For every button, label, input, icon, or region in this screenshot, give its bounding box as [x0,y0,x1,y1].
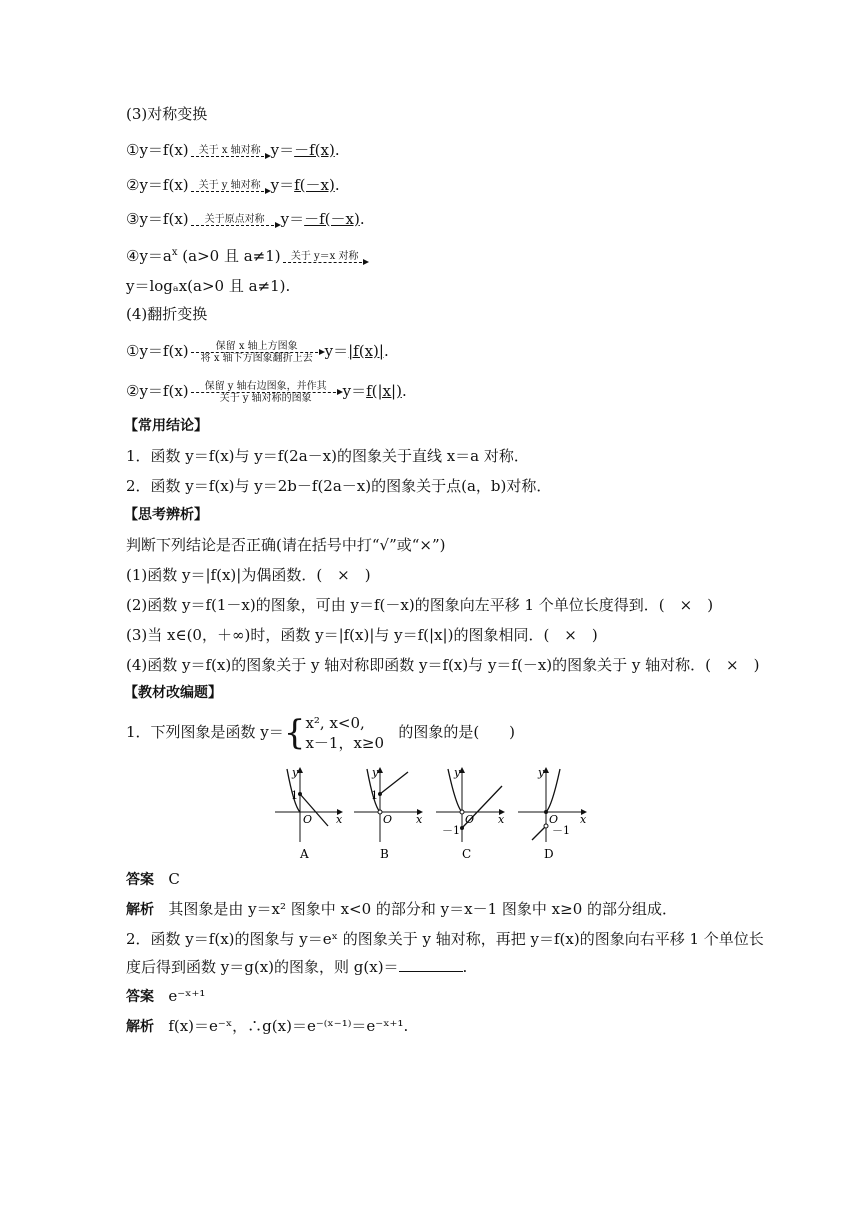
problem-2-line-2: 度后得到函数 y＝g(x)的图象，则 g(x)＝ . [126,958,468,976]
think-heading: 【思考辨析】 [124,507,208,523]
explanation-2 [126,1016,408,1037]
transform-arrow [191,145,269,157]
piecewise-brace: { [283,713,306,753]
arrow-label-top: 保留 x 轴上方图象 [215,340,298,352]
rule-answer: －f(－x) [304,210,360,228]
arrow-label-bottom: 将 x 轴下方图象翻折上去 [200,352,313,364]
transform-arrow [191,381,341,404]
problem-1-stem: 1．下列图象是函数 y＝ [126,723,284,741]
answer-2 [126,986,205,1007]
explanation-label: 解析 [126,1019,154,1035]
rule-answer: |f(x)| [348,342,384,360]
transform-arrow [191,341,323,364]
rule-3-1: ①y＝f(x) 关于 x 轴对称 y＝－f(x). [126,141,340,159]
section-4-title: (4)翻折变换 [126,305,208,323]
rule-lhs: ④y＝a [126,247,172,265]
rule-lhs: ③y＝f(x) [126,210,189,228]
x-axis-label: x [580,813,587,826]
graph-d[interactable] [518,766,587,861]
rule-4-2: ②y＝f(x) 保留 y 轴右边图象，并作其 关于 y 轴对称的图象 y＝f(|x|). [126,380,407,404]
rule-lhs: ②y＝f(x) [126,176,189,194]
rule-3-2: ②y＝f(x) 关于 y 轴对称 y＝f(－x). [126,176,340,194]
explanation-label: 解析 [126,902,154,918]
graph-label-d: D [544,847,554,861]
x-axis-label: x [416,813,423,826]
graph-label-a: A [300,847,309,861]
problem-2-line-1: 2．函数 y＝f(x)的图象与 y＝eˣ 的图象关于 y 轴对称，再把 y＝f(x)的图象向右平移 1 个单位长 [126,930,764,948]
explanation-text: f(x)＝e⁻ˣ，∴g(x)＝e⁻⁽ˣ⁻¹⁾＝e⁻ˣ⁺¹. [168,1017,409,1035]
tick-label: －1 [552,824,570,837]
case-2: x－1，x≥0 [305,734,385,752]
rule-rhs: y＝ [280,210,305,228]
origin-label: O [303,813,313,826]
tick-label: －1 [442,824,460,837]
graph-label-b: B [380,847,389,861]
rule-3-4: $④y=a^x$ (a>0 且 a≠1) 关于 y＝x 对称 [126,243,369,266]
y-axis-label: y [454,766,461,779]
rule-answer: f(|x|) [366,382,402,400]
explanation-text: 其图象是由 y＝x² 图象中 x<0 的部分和 y＝x－1 图象中 x≥0 的部分组成． [168,900,678,918]
think-q4: (4)函数 y＝f(x)的图象关于 y 轴对称即函数 y＝f(x)与 y＝f(－x)的图象关于 y 轴对称．( × ) [126,656,760,674]
tick-label: 1 [371,789,378,802]
tick-label: 1 [291,789,298,802]
common-2: 2．函数 y＝f(x)与 y＝2b－f(2a－x)的图象关于点(a，b)对称． [126,477,552,495]
problem-1 [126,710,515,754]
common-1: 1．函数 y＝f(x)与 y＝f(2a－x)的图象关于直线 x＝a 对称． [126,447,529,465]
transform-arrow [191,214,279,226]
arrow-label-bottom: 关于 y 轴对称的图象 [219,392,312,404]
answer-value: e⁻ˣ⁺¹ [168,987,206,1005]
rule-rhs: y＝ [270,141,295,159]
common-heading: 【常用结论】 [124,418,208,434]
origin-label: O [465,813,475,826]
graph-c[interactable] [436,766,505,861]
option-graphs [270,764,600,864]
rule-4-1: ①y＝f(x) 保留 x 轴上方图象 将 x 轴下方图象翻折上去 y＝|f(x)|. [126,340,389,364]
arrow-label: 关于 y＝x 对称 [290,251,359,262]
origin-label: O [383,813,393,826]
graph-a[interactable] [275,766,343,861]
rule-3-3: ③y＝f(x) 关于原点对称 y＝－f(－x). [126,210,365,228]
answer-value: C [168,870,180,888]
rule-rhs: y＝ [324,342,349,360]
rule-rhs: y＝ [342,382,367,400]
arrow-label: 关于原点对称 [204,214,265,225]
rule-lhs: ②y＝f(x) [126,382,189,400]
textbook-heading: 【教材改编题】 [124,685,222,701]
arrow-label-top: 保留 y 轴右边图象，并作其 [204,380,327,392]
section-3-title: (3)对称变换 [126,105,208,123]
explanation-1 [126,899,677,920]
problem-1-tail: 的图象的是( ) [398,723,516,741]
rule-answer: f(－x) [294,176,335,194]
think-intro: 判断下列结论是否正确(请在括号中打“√”或“×”) [126,536,446,554]
transform-arrow [191,180,269,192]
x-axis-label: x [498,813,505,826]
rule-3-4-result: y＝logₐx(a>0 且 a≠1). [126,277,291,295]
answer-label: 答案 [126,989,154,1005]
answer-1 [126,869,180,890]
transform-arrow [283,251,367,263]
rule-lhs: ①y＝f(x) [126,141,189,159]
arrow-label: 关于 x 轴对称 [198,145,261,156]
rule-answer: －f(x) [294,141,335,159]
graph-label-c: C [462,847,472,861]
rule-rhs: y＝ [270,176,295,194]
arrow-label: 关于 y 轴对称 [198,180,261,191]
rule-lhs: ①y＝f(x) [126,342,189,360]
origin-label: O [549,813,559,826]
answer-label: 答案 [126,872,154,888]
think-q1: (1)函数 y＝|f(x)|为偶函数．( × ) [126,566,371,584]
case-1: x², x<0, [305,714,365,732]
think-q2: (2)函数 y＝f(1－x)的图象，可由 y＝f(－x)的图象向左平移 1 个单位长度得到．( × ) [126,596,714,614]
x-axis-label: x [336,813,343,826]
think-q3: (3)当 x∈(0，＋∞)时，函数 y＝|f(x)|与 y＝f(|x|)的图象相同．( × ) [126,626,598,644]
piecewise-cases [305,713,384,753]
answer-blank[interactable] [399,957,463,972]
y-axis-label: y [292,766,299,779]
graph-b[interactable] [354,766,423,861]
y-axis-label: y [538,766,545,779]
y-axis-label: y [372,766,379,779]
